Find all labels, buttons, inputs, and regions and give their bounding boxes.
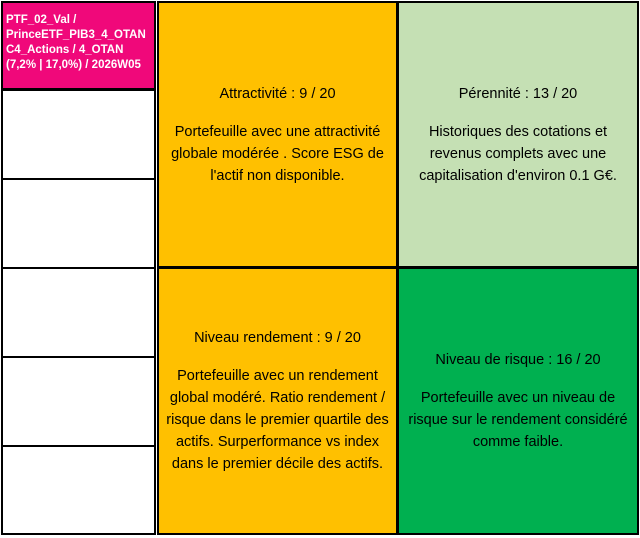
portfolio-title-line-4: (7,2% | 17,0%) / 2026W05 (6, 59, 141, 71)
attractivite-text: Portefeuille avec une attractivité globale modérée . Score ESG de l'actif non disponible. (171, 123, 384, 184)
empty-cell-2 (1, 178, 156, 269)
risque-cell (397, 267, 639, 535)
empty-cell-5 (1, 445, 156, 535)
empty-cell-1 (1, 89, 156, 180)
empty-cell-4 (1, 356, 156, 447)
empty-cell-3 (1, 267, 156, 358)
rendement-title: Niveau rendement : 9 / 20 (194, 330, 361, 346)
portfolio-title-line-1: PTF_02_Val / (6, 14, 77, 26)
risque-title: Niveau de risque : 16 / 20 (435, 352, 601, 368)
portfolio-title-line-2: PrinceETF_PIB3_4_OTAN (6, 29, 146, 41)
portfolio-title-box (1, 1, 156, 90)
rendement-text: Portefeuille avec un rendement global modéré. Ratio rendement / risque dans le premier quartile des actifs. Surperformance vs index dans le premier décile des actifs. (166, 368, 389, 472)
attractivite-title: Attractivité : 9 / 20 (219, 85, 336, 102)
attractivite-cell (157, 1, 398, 268)
perennite-title: Pérennité : 13 / 20 (458, 85, 578, 102)
rendement-cell (157, 267, 398, 535)
portfolio-title-line-3: C4_Actions / 4_OTAN (6, 44, 124, 56)
perennite-text: Historiques des cotations et revenus complets avec une capitalisation d'environ 0.1 G€. (419, 123, 617, 184)
perennite-cell (397, 1, 639, 268)
risque-text: Portefeuille avec un niveau de risque sur le rendement considéré comme faible. (408, 390, 628, 450)
